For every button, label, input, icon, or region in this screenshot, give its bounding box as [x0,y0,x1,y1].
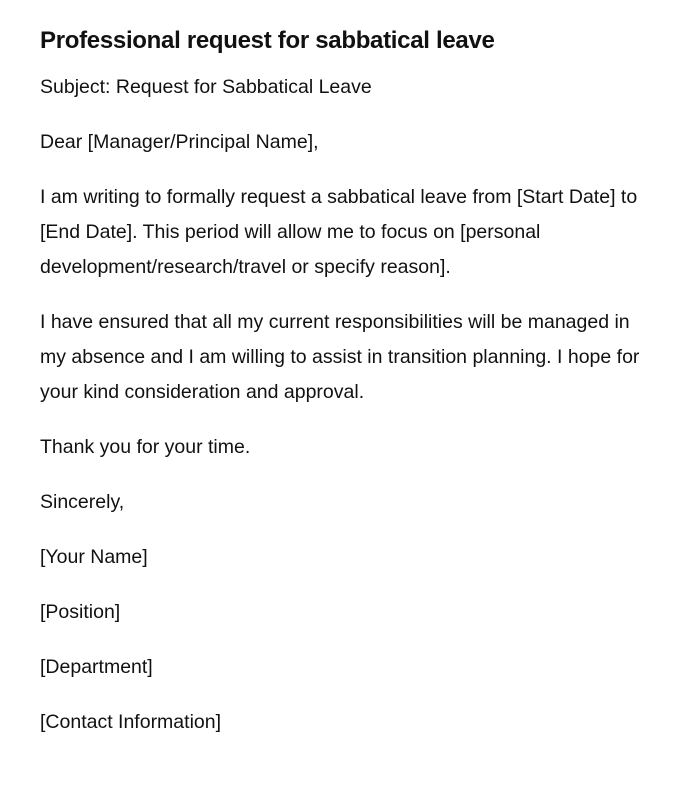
letter-document [40,24,650,760]
signature-name: [Your Name] [40,546,148,568]
body-paragraph-transition: I have ensured that all my current responsibilities will be managed in my absence and I am willing to assist in transition planning. I hope for your kind consideration and approval. [40,311,640,403]
closing: Sincerely, [40,491,125,513]
document-title: Professional request for sabbatical leave [40,27,495,54]
signature-position: [Position] [40,601,121,623]
signature-department: [Department] [40,656,153,678]
thanks-line: Thank you for your time. [40,436,251,458]
body-paragraph-request: I am writing to formally request a sabbatical leave from [Start Date] to [End Date]. This period will allow me to focus on [personal development/research/travel or specify reason]. [40,186,638,278]
subject-line: Subject: Request for Sabbatical Leave [40,76,372,98]
greeting: Dear [Manager/Principal Name], [40,131,319,153]
signature-contact: [Contact Information] [40,711,222,733]
